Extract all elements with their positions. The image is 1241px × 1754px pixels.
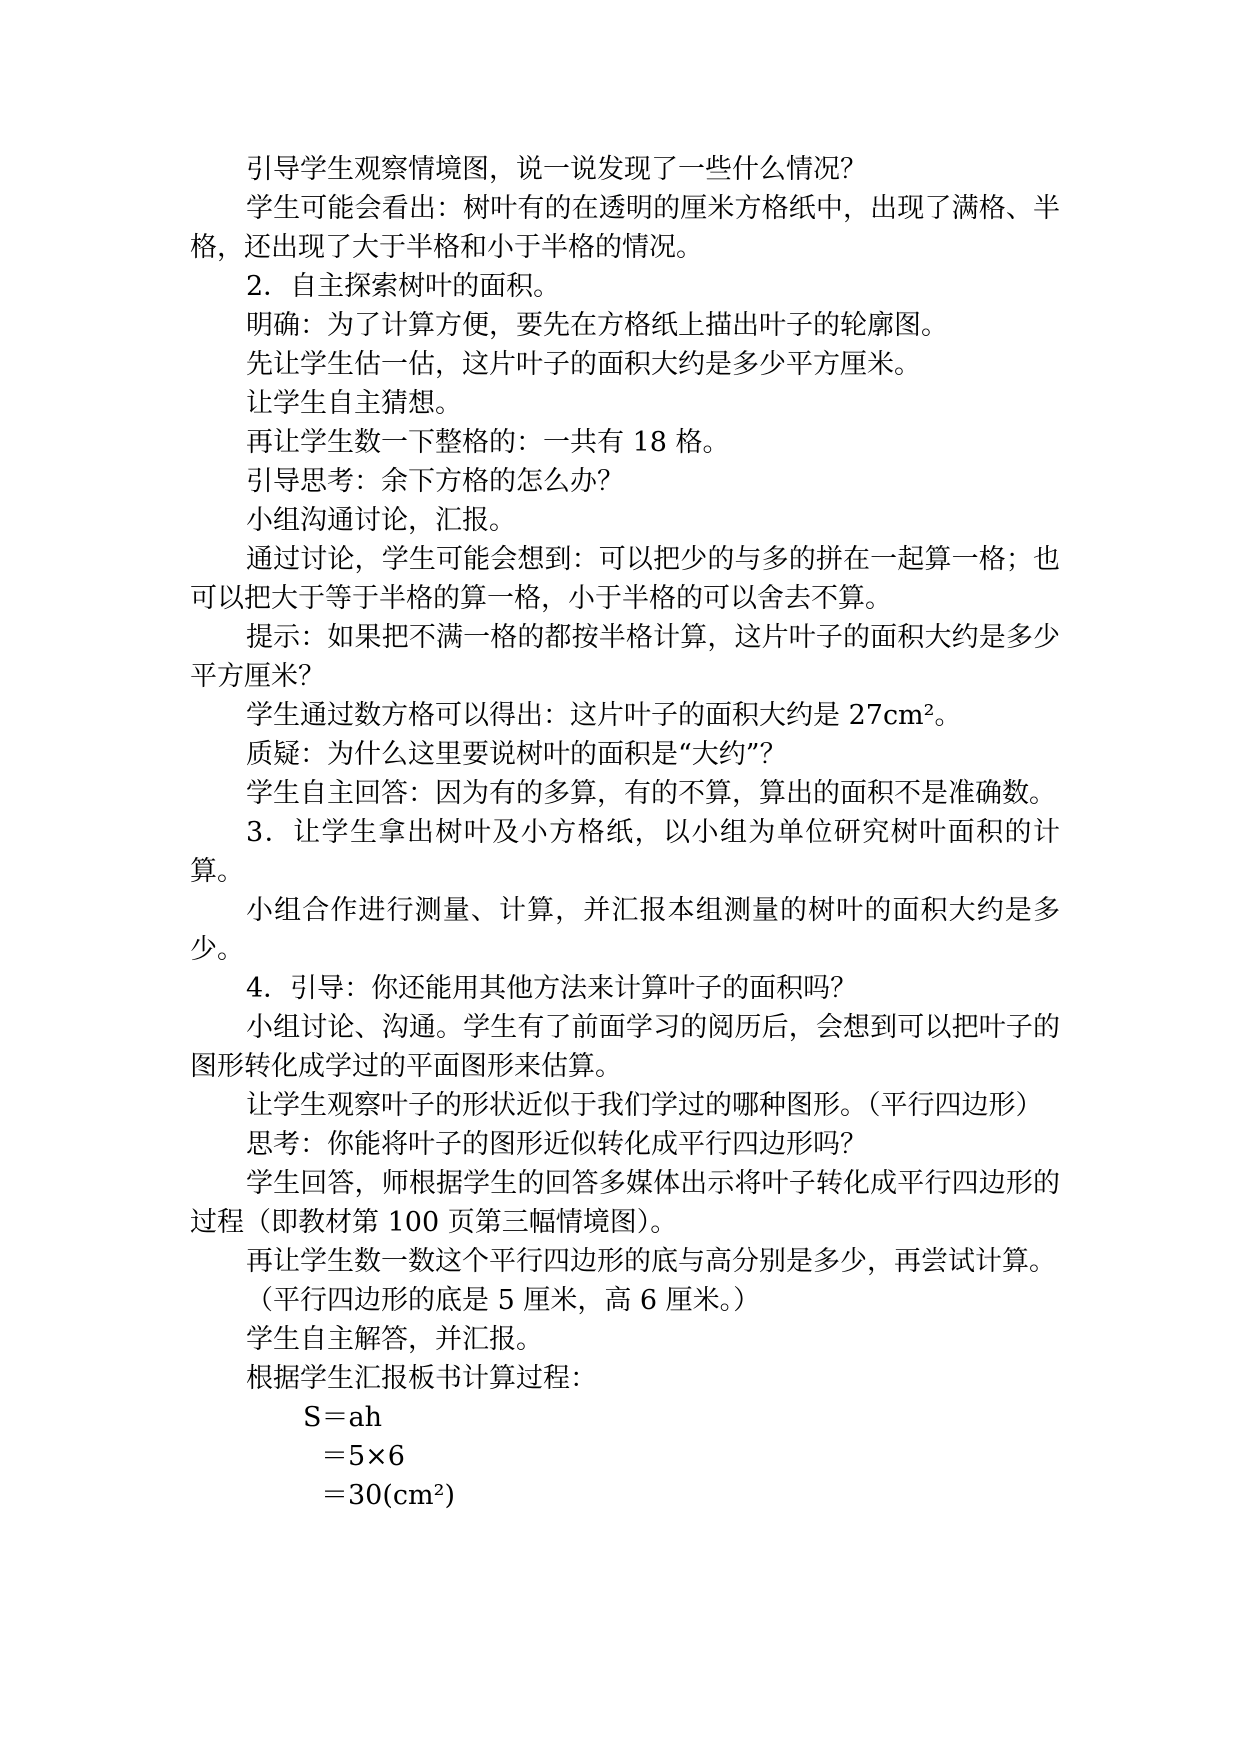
- paragraph: 再让学生数一下整格的：一共有 18 格。: [246, 427, 730, 458]
- formula-line-1: S＝ah: [303, 1402, 382, 1433]
- paragraph: 让学生自主猜想。: [246, 388, 462, 419]
- paragraph: 引导学生观察情境图，说一说发现了一些什么情况？: [246, 154, 867, 185]
- paragraph: 质疑：为什么这里要说树叶的面积是“大约”？: [246, 739, 787, 770]
- paragraph: 引导思考：余下方格的怎么办？: [246, 466, 624, 497]
- paragraph: 提示：如果把不满一格的都按半格计算，这片叶子的面积大约是多少平方厘米？: [190, 622, 1060, 692]
- paragraph: 思考：你能将叶子的图形近似转化成平行四边形吗？: [246, 1129, 867, 1160]
- paragraph: 学生回答，师根据学生的回答多媒体出示将叶子转化成平行四边形的过程（即教材第 100 页第三幅情境图）。: [190, 1168, 1060, 1238]
- paragraph: 小组讨论、沟通。学生有了前面学习的阅历后，会想到可以把叶子的图形转化成学过的平面图形来估算。: [190, 1012, 1060, 1082]
- paragraph: 2．自主探索树叶的面积。: [246, 271, 561, 302]
- paragraph: 让学生观察叶子的形状近似于我们学过的哪种图形。（平行四边形）: [246, 1090, 1043, 1121]
- paragraph: 小组合作进行测量、计算，并汇报本组测量的树叶的面积大约是多少。: [190, 895, 1060, 965]
- lesson-text: [190, 150, 1060, 1515]
- formula-line-2: ＝5×6: [321, 1441, 405, 1472]
- paragraph: 学生可能会看出：树叶有的在透明的厘米方格纸中，出现了满格、半格，还出现了大于半格和小于半格的情况。: [190, 193, 1060, 263]
- paragraph: 明确：为了计算方便，要先在方格纸上描出叶子的轮廓图。: [246, 310, 948, 341]
- paragraph: 先让学生估一估，这片叶子的面积大约是多少平方厘米。: [246, 349, 921, 380]
- paragraph: 再让学生数一数这个平行四边形的底与高分别是多少，再尝试计算。: [246, 1246, 1056, 1277]
- paragraph: 小组沟通讨论，汇报。: [246, 505, 516, 536]
- paragraph: 4．引导：你还能用其他方法来计算叶子的面积吗？: [246, 973, 858, 1004]
- paragraph: 通过讨论，学生可能会想到：可以把少的与多的拼在一起算一格；也可以把大于等于半格的算一格，小于半格的可以舍去不算。: [190, 544, 1060, 614]
- paragraph: （平行四边形的底是 5 厘米，高 6 厘米。）: [246, 1285, 761, 1316]
- paragraph: 学生通过数方格可以得出：这片叶子的面积大约是 27cm²。: [246, 700, 962, 731]
- formula-line-3: ＝30(cm²): [321, 1480, 455, 1511]
- paragraph: 学生自主解答，并汇报。: [246, 1324, 543, 1355]
- paragraph: 学生自主回答：因为有的多算，有的不算，算出的面积不是准确数。: [246, 778, 1056, 809]
- paragraph: 根据学生汇报板书计算过程：: [246, 1363, 597, 1394]
- paragraph: 3．让学生拿出树叶及小方格纸，以小组为单位研究树叶面积的计算。: [190, 817, 1060, 887]
